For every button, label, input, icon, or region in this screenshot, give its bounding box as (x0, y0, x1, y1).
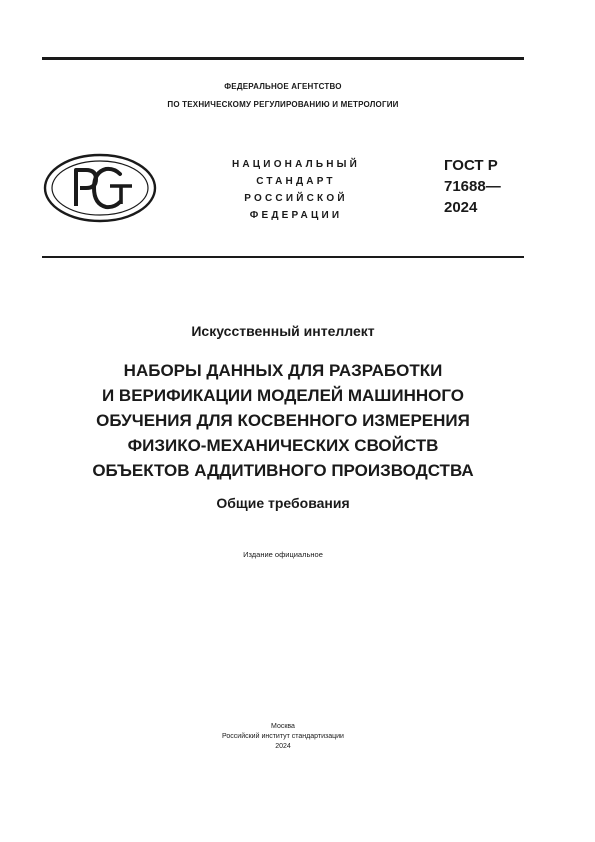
imprint-city: Москва (271, 723, 295, 730)
standard-line: НАЦИОНАЛЬНЫЙ (231, 159, 361, 170)
imprint-year: 2024 (275, 743, 291, 750)
title-line: НАБОРЫ ДАННЫХ ДЛЯ РАЗРАБОТКИ (123, 361, 443, 380)
designation-year: 2024 (444, 199, 478, 216)
title-line: ФИЗИКО-МЕХАНИЧЕСКИХ СВОЙСТВ (127, 436, 439, 455)
document-subtitle: Общие требования (216, 495, 350, 511)
standard-line: РОССИЙСКОЙ (244, 193, 348, 204)
title-line: ОБЪЕКТОВ АДДИТИВНОГО ПРОИЗВОДСТВА (92, 461, 474, 480)
edition-note: Издание официальное (243, 550, 323, 559)
top-rule (42, 57, 524, 60)
header-rule (42, 256, 524, 258)
rst-logo-icon (42, 152, 158, 224)
designation-prefix: ГОСТ Р (444, 157, 498, 174)
standard-line: ФЕДЕРАЦИИ (249, 210, 343, 221)
document-subject: Искусственный интеллект (191, 323, 375, 339)
national-standard-label (208, 156, 384, 224)
title-line: И ВЕРИФИКАЦИИ МОДЕЛЕЙ МАШИННОГО (101, 386, 465, 405)
agency-subtitle: ПО ТЕХНИЧЕСКОМУ РЕГУЛИРОВАНИЮ И МЕТРОЛОГИИ (167, 100, 399, 109)
imprint (42, 722, 524, 752)
designation-number: 71688— (444, 178, 501, 195)
title-line: ОБУЧЕНИЯ ДЛЯ КОСВЕННОГО ИЗМЕРЕНИЯ (96, 411, 470, 430)
imprint-publisher: Российский институт стандартизации (222, 733, 344, 740)
document-title (42, 358, 524, 483)
standard-designation (444, 155, 501, 218)
standard-line: СТАНДАРТ (256, 176, 336, 187)
agency-name: ФЕДЕРАЛЬНОЕ АГЕНТСТВО (224, 82, 342, 91)
